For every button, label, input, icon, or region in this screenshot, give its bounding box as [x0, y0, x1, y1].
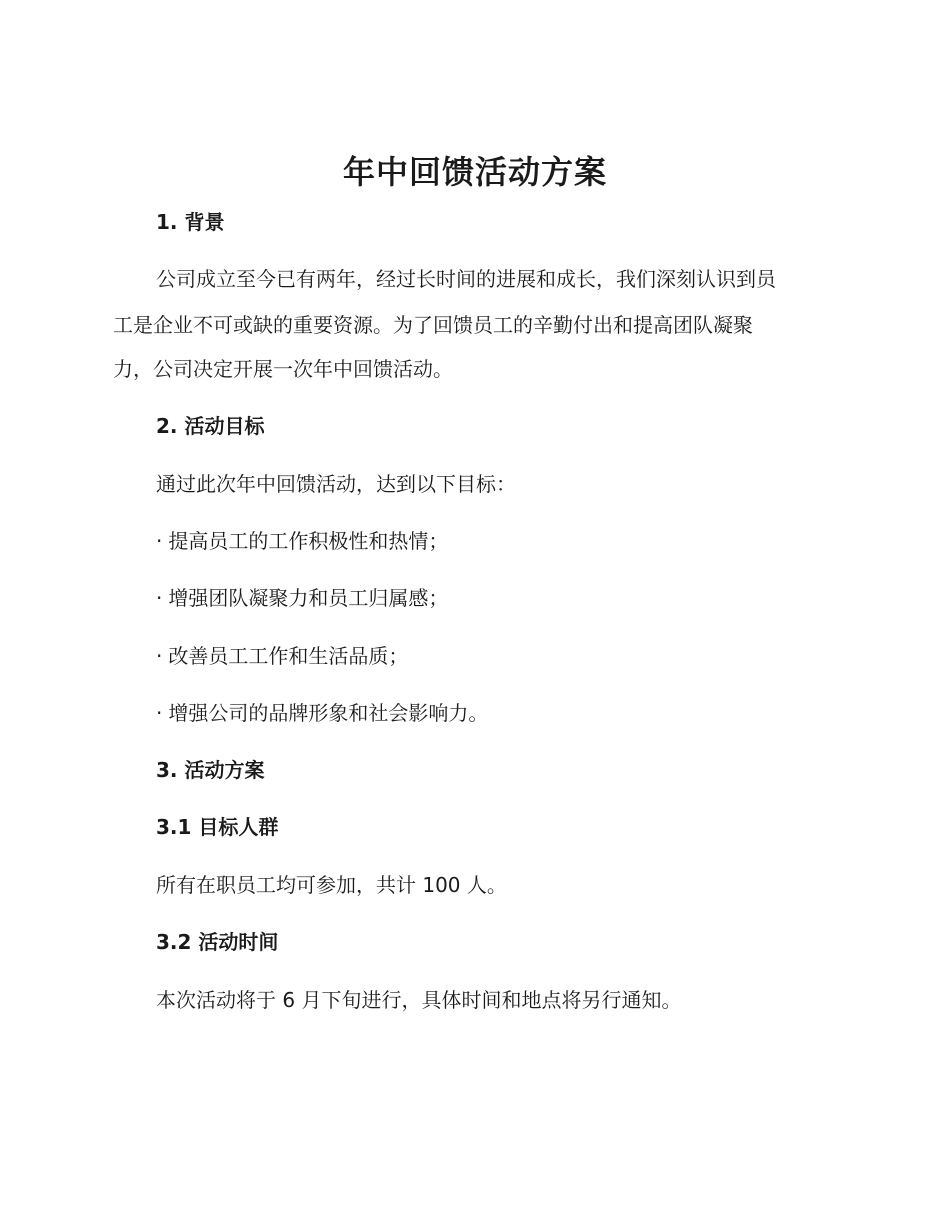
goal-list-item: [156, 584, 448, 612]
goals-intro: 通过此次年中回馈活动，达到以下目标：: [156, 472, 516, 496]
goal-list-item: [156, 699, 488, 727]
goal-item-text: 增强团队凝聚力和员工归属感；: [168, 586, 449, 610]
bullet-dot: ·: [156, 529, 163, 553]
time-paragraph: 本次活动将于 6 月下旬进行，具体时间和地点将另行通知。: [156, 988, 682, 1012]
subsection-heading-audience: 3.1 目标人群: [156, 815, 279, 839]
goal-item-text: 改善员工工作和生活品质；: [168, 644, 409, 668]
goal-list-item: [156, 527, 448, 555]
bullet-dot: ·: [156, 644, 163, 668]
background-paragraph-line-2: 工是企业不可或缺的重要资源。为了回馈员工的辛勤付出和提高团队凝聚: [113, 313, 753, 337]
document-title: 年中回馈活动方案: [342, 153, 607, 191]
goal-item-text: 增强公司的品牌形象和社会影响力。: [168, 701, 489, 725]
bullet-dot: ·: [156, 701, 163, 725]
section-heading-background: 1. 背景: [156, 210, 225, 234]
goal-item-text: 提高员工的工作积极性和热情；: [168, 529, 449, 553]
background-paragraph-line-3: 力，公司决定开展一次年中回馈活动。: [113, 357, 453, 381]
section-heading-plan: 3. 活动方案: [156, 758, 265, 782]
goal-list-item: [156, 642, 408, 670]
audience-paragraph: 所有在职员工均可参加，共计 100 人。: [156, 873, 507, 897]
bullet-dot: ·: [156, 586, 163, 610]
section-heading-goals: 2. 活动目标: [156, 414, 265, 438]
subsection-heading-time: 3.2 活动时间: [156, 930, 279, 954]
background-paragraph-line-1: 公司成立至今已有两年，经过长时间的进展和成长，我们深刻认识到员: [156, 267, 776, 291]
